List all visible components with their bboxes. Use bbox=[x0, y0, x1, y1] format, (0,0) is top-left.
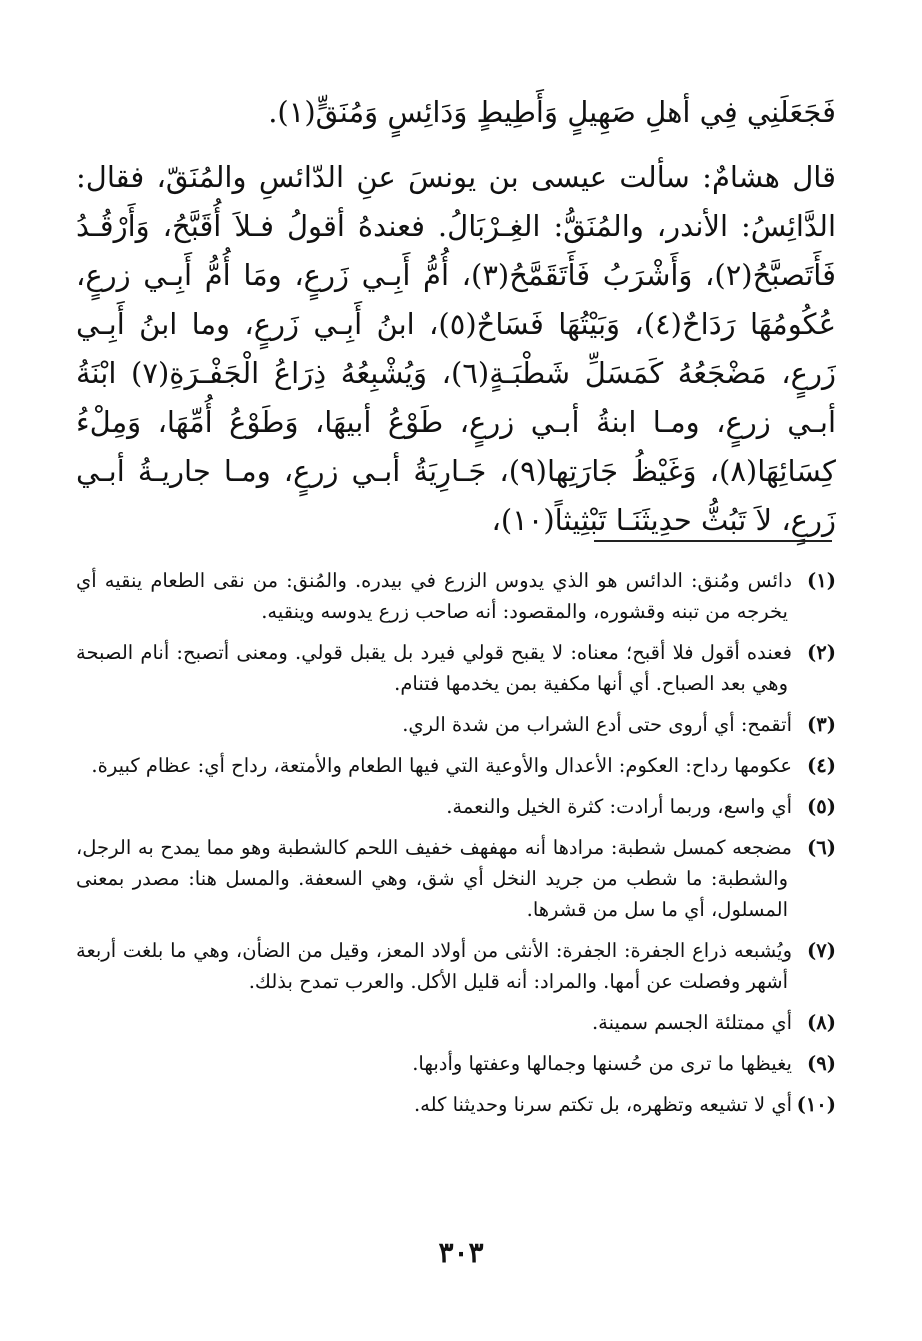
footnotes bbox=[76, 565, 836, 1130]
footnote bbox=[76, 791, 836, 822]
footnote bbox=[76, 1007, 836, 1038]
footnote-number: (٥) bbox=[807, 795, 836, 818]
footnote-text: أي ممتلئة الجسم سمينة. bbox=[591, 1011, 792, 1034]
footnote-text: أي واسع، وربما أرادت: كثرة الخيل والنعمة. bbox=[446, 795, 792, 818]
footnote bbox=[76, 565, 836, 627]
footnote-number: (٤) bbox=[807, 754, 836, 777]
footnote bbox=[76, 750, 836, 781]
footnote-number: (١) bbox=[807, 569, 836, 592]
footnote-text: يغيظها ما ترى من حُسنها وجمالها وعفتها وأدبها. bbox=[412, 1052, 792, 1075]
footnote bbox=[76, 1089, 836, 1120]
verse-line: فَجَعَلَنِي فِي أهلِ صَهِيلٍ وَأَطِيطٍ وَدَائِسٍ وَمُنَقٍّ(١). bbox=[268, 95, 836, 129]
footnote-number: (٣) bbox=[807, 713, 836, 736]
footnote bbox=[76, 709, 836, 740]
footnote bbox=[76, 935, 836, 997]
footnote-number: (٨) bbox=[807, 1011, 836, 1034]
main-text bbox=[76, 88, 836, 545]
footnote-number: (٧) bbox=[807, 939, 836, 962]
footnote bbox=[76, 637, 836, 699]
footnote-number: (١٠) bbox=[796, 1093, 836, 1116]
footnote bbox=[76, 832, 836, 925]
footnote-number: (٦) bbox=[807, 836, 836, 859]
footnote-text: أي لا تشيعه وتظهره، بل تكتم سرنا وحديثنا كله. bbox=[413, 1093, 792, 1116]
footnote-text: عكومها رداح: العكوم: الأعدال والأوعية التي فيها الطعام والأمتعة، رداح أي: عظام كبيرة. bbox=[91, 754, 792, 777]
footnote-separator bbox=[594, 540, 832, 542]
footnote bbox=[76, 1048, 836, 1079]
footnote-text: مضجعه كمسل شطبة: مرادها أنه مهفهف خفيف اللحم كالشطبة وهو مما يمدح به الرجل، والشطبة: ما شطب من جريد النخل أي شق، وهي السعفة. والمسل هنا: مصدر بمعنى المسلول، أي ما سل من قشرها. bbox=[76, 836, 792, 921]
body-paragraph: قال هشامٌ: سألت عيسى بن يونسَ عنِ الدّائسِ والمُنَقّ، فقال: الدَّائِسُ: الأندر، والمُنَقُّ: الغِـرْبَالُ. فعندهُ أقولُ فـلاَ أُقَبَّحُ، وَأَرْقُـدُ فَأَتَصبَّحُ(٢)، وَأَشْرَبُ فَأَتَقَمَّحُ(٣)، أُمُّ أَبِـي زَرعٍ، ومَا أُمُّ أَبِـي زرعٍ، عُكُومُهَا رَدَاحٌ(٤)، وَبَيْتُهَا فَسَاحٌ(٥)، ابنُ أَبِـي زَرعٍ، وما ابنُ أَبِـي زَرعٍ، مَضْجَعُهُ كَمَسَلِّ شَطْبَـةٍ(٦)، وَيُشْبِعُهُ ذِرَاعُ الْجَفْـرَةِ(٧) ابْنَةُ أبـي زرعٍ، ومـا ابنةُ أبـي زرعٍ، طَوْعُ أبيهَا، وَطَوْعُ أُمِّهَا، وَمِلْءُ كِسَائِهَا(٨)، وَغَيْظُ جَارَتِها(٩)، جَـارِيَةُ أبـي زرعٍ، ومـا جاريـةُ أبـي زَرعٍ، لاَ تَبُثُّ حدِيثَنَـا تَبْثِيثاً(١٠)، bbox=[76, 160, 837, 537]
footnote-text: فعنده أقول فلا أقبح؛ معناه: لا يقبح قولي فيرد بل يقبل قولي. ومعنى أتصبح: أنام الصبحة وهي بعد الصباح. أي أنها مكفية بمن يخدمها فتنام. bbox=[76, 641, 792, 695]
footnote-text: ويُشبعه ذراع الجفرة: الجفرة: الأنثى من أولاد المعز، وقيل من الضأن، وهي ما بلغت أربعة أشهر وفصلت عن أمها. والمراد: أنه قليل الأكل. والعرب تمدح بذلك. bbox=[76, 939, 792, 993]
footnote-number: (٩) bbox=[807, 1052, 836, 1075]
footnote-text: أتقمح: أي أروى حتى أدع الشراب من شدة الري. bbox=[402, 713, 792, 736]
footnote-number: (٢) bbox=[807, 641, 836, 664]
footnote-text: دائس ومُنق: الدائس هو الذي يدوس الزرع في بيدره. والمُنق: من نقى الطعام ينقيه أي يخرجه من تبنه وقشوره، والمقصود: أنه صاحب زرع يدوسه وينقيه. bbox=[76, 569, 792, 623]
page-number: ٣٠٣ bbox=[438, 1236, 484, 1269]
